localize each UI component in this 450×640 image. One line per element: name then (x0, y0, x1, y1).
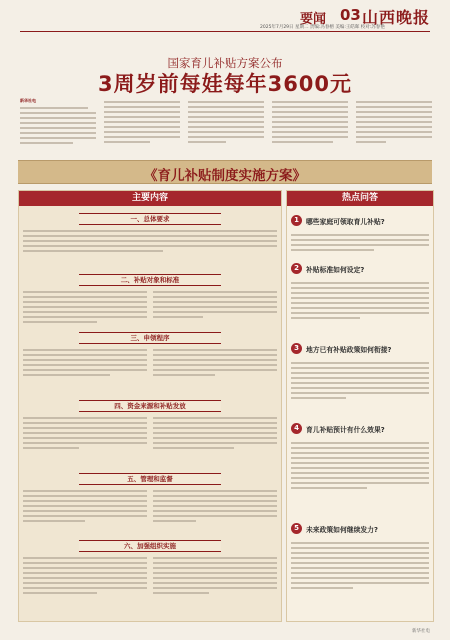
section-title-6: 六、加强组织实施 (79, 540, 221, 552)
section-body-2 (23, 288, 277, 338)
section-body-4 (23, 414, 277, 469)
question-text-5: 未来政策如何继续发力? (306, 526, 378, 534)
question-4 (291, 423, 431, 435)
question-text-3: 地方已有补贴政策如何衔接? (306, 346, 392, 354)
section-title-5: 五、管理和监督 (79, 473, 221, 485)
page-number: 03 (340, 6, 361, 24)
question-3 (291, 343, 431, 355)
question-2 (291, 263, 431, 275)
headline: 3周岁前每娃每年3600元 (97, 72, 353, 96)
article-column-4 (272, 98, 348, 156)
band-title: 《育儿补贴制度实施方案》 (144, 168, 306, 184)
answer-1 (291, 231, 429, 259)
question-number-4: 4 (291, 423, 302, 434)
paper-logo: 山西晚报 (362, 8, 431, 27)
feature-band (18, 160, 432, 184)
dateline: 2025年7月29日 星期二 责编:冯春榕 美编:王皓晖 校对:苏春艳 (260, 25, 385, 30)
qa-panel (286, 190, 434, 622)
question-number-3: 3 (291, 343, 302, 354)
masthead-rule (20, 31, 430, 32)
question-5 (291, 523, 431, 535)
qa-header: 热点问答 (287, 191, 433, 206)
section-body-1 (23, 227, 277, 257)
section-name: 要闻 (300, 12, 327, 27)
question-text-4: 育儿补贴预计有什么效果? (306, 426, 385, 434)
question-number-5: 5 (291, 523, 302, 534)
main-content-panel (18, 190, 282, 622)
section-body-5 (23, 487, 277, 542)
answer-3 (291, 359, 429, 421)
article-column-5 (356, 98, 432, 156)
section-title-3: 三、申领程序 (79, 332, 221, 344)
masthead (0, 0, 450, 30)
answer-5 (291, 539, 429, 617)
dateline-lead: 新华社电 (20, 98, 36, 103)
question-1 (291, 215, 431, 227)
subheadline: 国家育儿补贴方案公布 (167, 56, 283, 70)
article-column-2 (104, 98, 180, 156)
answer-2 (291, 279, 429, 341)
footer-credit: 新华社电 (412, 629, 430, 634)
main-content-header: 主要内容 (19, 191, 281, 206)
section-title-4: 四、资金来源和补贴发放 (79, 400, 221, 412)
article-column-1 (20, 98, 96, 156)
article-column-3 (188, 98, 264, 156)
section-title-1: 一、总体要求 (79, 213, 221, 225)
question-number-1: 1 (291, 215, 302, 226)
section-body-6 (23, 554, 277, 616)
question-text-2: 补贴标准如何设定? (306, 266, 365, 274)
question-text-1: 哪些家庭可领取育儿补贴? (306, 218, 385, 226)
answer-4 (291, 439, 429, 519)
section-body-3 (23, 346, 277, 396)
question-number-2: 2 (291, 263, 302, 274)
section-title-2: 二、补贴对象和标准 (79, 274, 221, 286)
